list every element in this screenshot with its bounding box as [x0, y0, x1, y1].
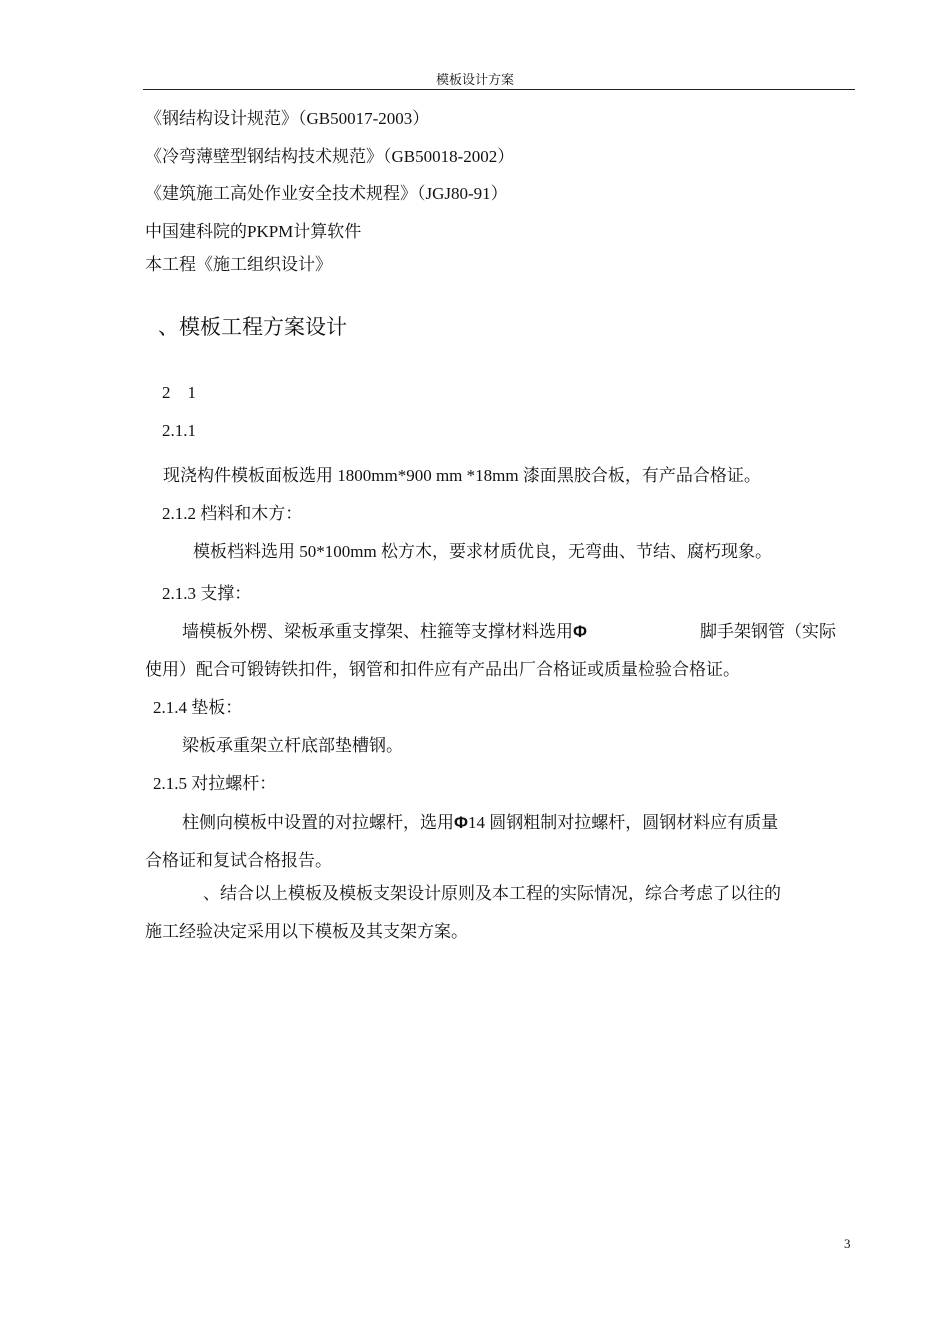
subsection-number: 2.1.1	[162, 421, 196, 440]
paragraph: 、结合以上模板及模板支架设计原则及本工程的实际情况，综合考虑了以往的	[203, 884, 781, 903]
paragraph-text: 柱侧向模板中设置的对拉螺杆，选用	[182, 813, 454, 832]
paragraph	[182, 621, 587, 643]
paragraph: 施工经验决定采用以下模板及其支架方案。	[145, 922, 468, 941]
paragraph: 模板档料选用 50*100mm 松方木，要求材质优良，无弯曲、节结、腐朽现象。	[193, 542, 772, 561]
paragraph: 梁板承重架立杆底部垫槽钢。	[182, 736, 403, 755]
phi-symbol: Φ	[573, 622, 587, 641]
subsection-heading: 2.1.3 支撑：	[162, 584, 252, 603]
reference-item: 本工程《施工组织设计》	[145, 255, 332, 274]
reference-item: 《冷弯薄壁型钢结构技术规范》（GB50018-2002）	[145, 147, 515, 166]
subsection-heading: 2.1.2 档料和木方：	[162, 504, 303, 523]
section-title: 、模板工程方案设计	[158, 315, 347, 339]
header-title: 模板设计方案	[435, 72, 514, 87]
subsection-heading: 2.1.4 垫板：	[153, 698, 243, 717]
paragraph-text: 脚手架钢管（实际	[700, 622, 836, 641]
phi-symbol: Φ	[454, 813, 468, 832]
paragraph: 使用）配合可锻铸铁扣件，钢管和扣件应有产品出厂合格证或质量检验合格证。	[145, 660, 740, 679]
subsection-number: 2 1	[162, 383, 196, 402]
paragraph: 合格证和复试合格报告。	[145, 851, 332, 870]
paragraph-text: 墙模板外楞、梁板承重支撑架、柱箍等支撑材料选用	[182, 622, 573, 641]
header-divider	[143, 89, 855, 90]
subsection-heading: 2.1.5 对拉螺杆：	[153, 774, 277, 793]
paragraph	[182, 812, 778, 834]
page-number: 3	[844, 1236, 851, 1251]
reference-item: 《钢结构设计规范》（GB50017-2003）	[145, 109, 430, 128]
reference-item: 中国建科院的PKPM计算软件	[145, 222, 362, 241]
paragraph: 现浇构件模板面板选用 1800mm*900 mm *18mm 漆面黑胶合板，有产品合格证。	[163, 466, 761, 485]
reference-item: 《建筑施工高处作业安全技术规程》（JGJ80-91）	[145, 184, 508, 203]
paragraph-text: 14 圆钢粗制对拉螺杆，圆钢材料应有质量	[467, 813, 779, 832]
